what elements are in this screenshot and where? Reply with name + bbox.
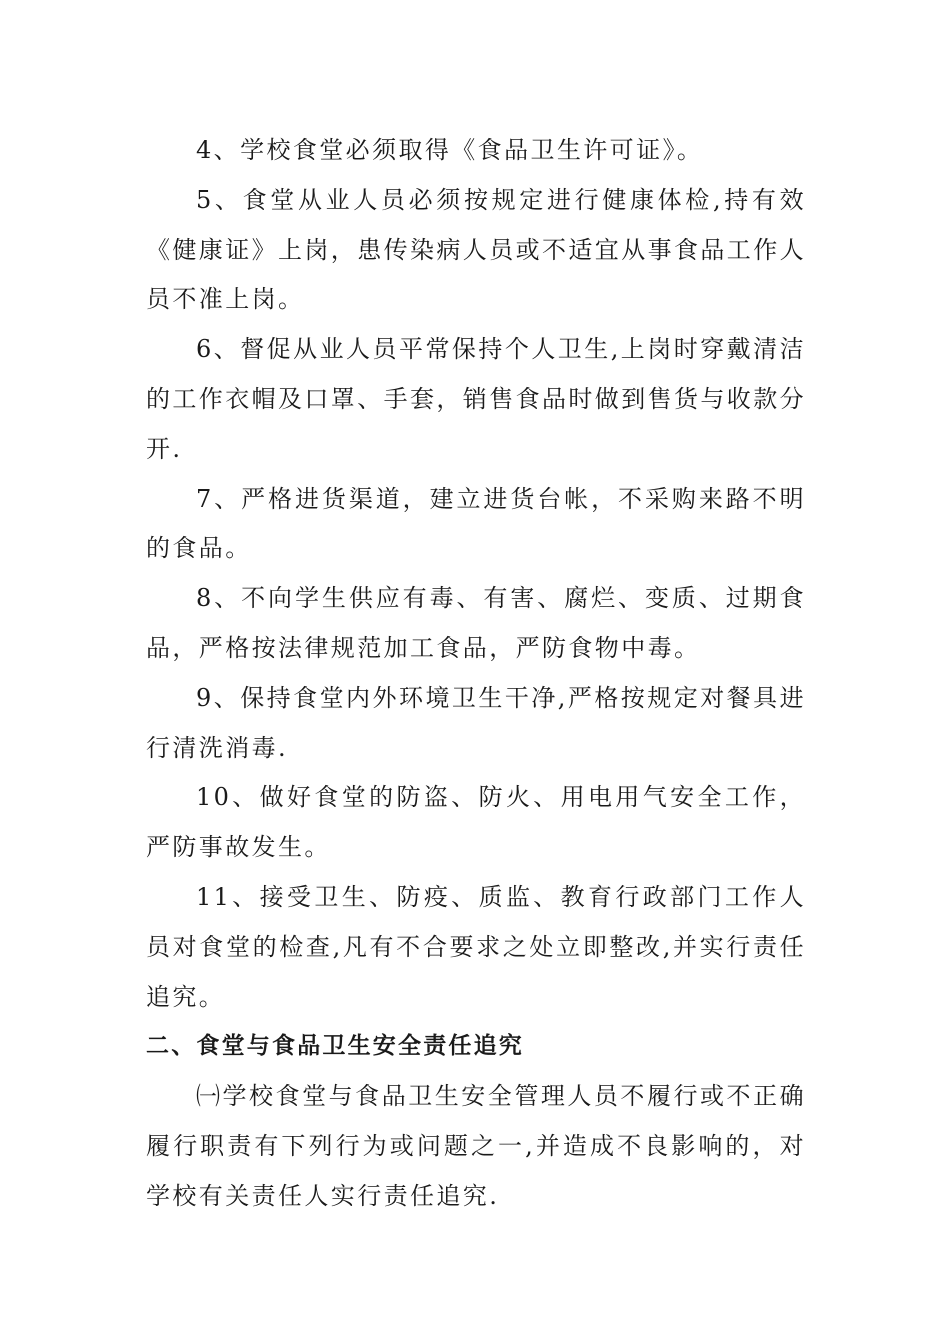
paragraph-item-7: 7、严格进货渠道，建立进货台帐，不采购来路不明的食品。 — [146, 484, 806, 563]
paragraph-item-11: 11、接受卫生、防疫、质监、教育行政部门工作人员对食堂的检查,凡有不合要求之处立即整改,并实行责任追究。 — [146, 882, 806, 1011]
paragraph-item-10: 10、做好食堂的防盗、防火、用电用气安全工作，严防事故发生。 — [146, 783, 806, 862]
paragraph-item-8: 8、不向学生供应有毒、有害、腐烂、变质、过期食品，严格按法律规范加工食品，严防食物中毒。 — [146, 584, 806, 662]
section-heading: 二、食堂与食品卫生安全责任追究 — [146, 1033, 524, 1060]
section-paragraph-1: ㈠学校食堂与食品卫生安全管理人员不履行或不正确履行职责有下列行为或问题之一,并造成不良影响的，对学校有关责任人实行责任追究. — [146, 1082, 806, 1210]
paragraph-item-6: 6、督促从业人员平常保持个人卫生,上岗时穿戴清洁的工作衣帽及口罩、手套，销售食品时做到售货与收款分开. — [146, 335, 806, 463]
document-body — [146, 126, 806, 1222]
paragraph-item-5: 5、食堂从业人员必须按规定进行健康体检,持有效《健康证》上岗，患传染病人员或不适宜从事食品工作人员不准上岗。 — [146, 185, 806, 314]
paragraph-item-9: 9、保持食堂内外环境卫生干净,严格按规定对餐具进行清洗消毒. — [146, 683, 806, 762]
paragraph-item-4: 4、学校食堂必须取得《食品卫生许可证》。 — [196, 136, 704, 164]
